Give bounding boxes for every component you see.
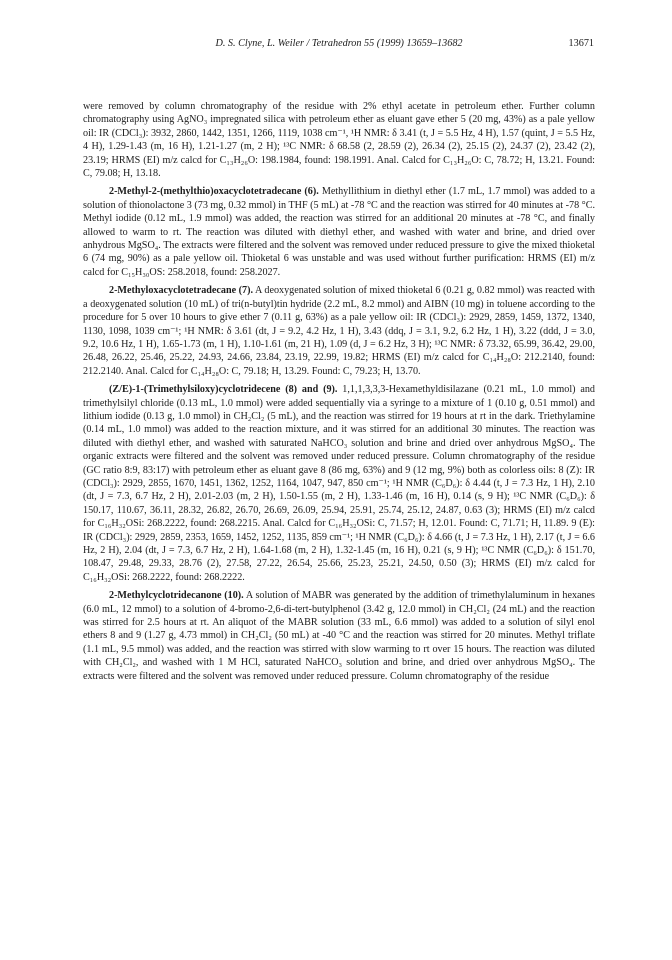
compound-title: 2-Methyl-2-(methylthio)oxacyclotetradecane (6). — [109, 186, 319, 198]
compound-title: 2-Methylcyclotridecanone (10). — [109, 590, 244, 602]
compound-title: 2-Methyloxacyclotetradecane (7). — [109, 285, 254, 297]
paragraph-compound-7 — [83, 284, 595, 378]
paragraph-continuation — [83, 100, 595, 180]
paragraph-compound-6 — [83, 185, 595, 279]
paragraph-text: Methyllithium in diethyl ether (1.7 mL, 1.7 mmol) was added to a solution of thionolactone 3 (73 mg, 0.32 mmol) in THF (5 mL) at -78 °C and the reaction was stirred for 40 minutes at -78 °C. Methyl iodide (0.12 mL, 1.9 mmol) was added, the reaction was stirred for an additional 20 minutes at -78 °C, and finally allowed to warm to rt. The reaction was diluted with diethyl ether, and washed with water and brine, and dried over anhydrous MgSO₄. The extracts were filtered and the solvent was removed under reduced pressure to give the mixed thioketal 6 (74 mg, 90%) as a pale yellow oil. Thioketal 6 was unstable and was used without further purification: HRMS (EI) m/z calcd for C₁₅H₃₀OS: 258.2018, found: 258.2027. — [83, 186, 595, 278]
running-header — [84, 37, 594, 51]
paragraph-compound-10 — [83, 589, 595, 683]
body-text — [83, 100, 595, 683]
compound-title: (Z/E)-1-(Trimethylsiloxy)cyclotridecene (8) and (9). — [109, 384, 338, 396]
running-title: D. S. Clyne, L. Weiler / Tetrahedron 55 (1999) 13659–13682 — [215, 38, 463, 49]
paragraph-text: 1,1,1,3,3,3-Hexamethyldisilazane (0.21 mL, 1.0 mmol) and trimethylsilyl chloride (0.13 mL, 1.0 mmol) were added sequentially via a syringe to a mixture of 1 (0.10 g, 0.51 mmol) and lithium iodide (0.13 g, 1.0 mmol) in CH₂Cl₂ (5 mL), and the reaction was stirred for 19 hours at rt in the dark. Triethylamine (0.14 mL, 1.0 mmol) was added to the reaction mixture, and it was stirred for an additional 30 minutes. The reaction was diluted with diethyl ether, and washed with saturated NaHCO₃ solution and brine and dried over anhydrous MgSO₄. The organic extracts were filtered and the solvent was removed under reduced pressure. Column chromatography of the residue (GC ratio 8:9, 83:17) with petroleum ether as eluant gave 8 (86 mg, 63%) and 9 (12 mg, 9%) both as colorless oils: 8 (Z): IR (CDCl₃): 2929, 2855, 1670, 1451, 1362, 1252, 1164, 1047, 947, 850 cm⁻¹; ¹H NMR (C₆D₆): δ 4.44 (t, J = 7.3 Hz, 1 H), 2.10 (dt, J = 7.3, 6.7 Hz, 2 H), 2.01-2.03 (m, 2 H), 1.50-1.55 (m, 2 H), 1.33-1.46 (m, 16 H), 0.14 (s, 9 H); ¹³C NMR (C₆D₆): δ 150.17, 110.67, 36.11, 28.32, 26.82, 26.70, 26.69, 26.09, 25.94, 25.91, 25.74, 25.12, 24.87, 0.63 (3); HRMS (EI) m/z calcd for C₁₆H₃₂OSi: 268.2222, found: 268.2215. Anal. Calcd for C₁₆H₃₂OSi: C, 71.57; H, 12.01. Found: C, 71.71; H, 11.89. 9 (E): IR (CDCl₃): 2929, 2859, 2353, 1659, 1452, 1252, 1135, 859 cm⁻¹; ¹H NMR (C₆D₆): δ 4.66 (t, J = 7.3 Hz, 1 H), 2.17 (t, J = 6.6 Hz, 2 H), 2.04 (dt, J = 7.3, 6.7 Hz, 2 H), 1.64-1.68 (m, 2 H), 1.32-1.45 (m, 16 H), 0.21 (s, 9 H); ¹³C NMR (C₆D₆): δ 151.70, 108.47, 29.48, 29.33, 28.76 (2), 27.58, 27.22, 26.54, 25.66, 25.23, 25.21, 24.50, 0.50 (3); HRMS (EI) m/z calcd for C₁₆H₃₂OSi: 268.2222, found: 268.2222. — [83, 384, 595, 583]
paragraph-text: were removed by column chromatography of the residue with 2% ethyl acetate in petroleum ether. Further column chromatography using AgNO₃ impregnated silica with petroleum ether as eluant gave ether 5 (20 mg, 43%) as a pale yellow oil: IR (CDCl₃): 3932, 2860, 1442, 1351, 1266, 1119, 1038 cm⁻¹, ¹H NMR: δ 3.41 (t, J = 5.5 Hz, 4 H), 1.57 (quint, J = 5.5 Hz, 4 H), 1.29-1.43 (m, 16 H), 1.21-1.27 (m, 2 H); ¹³C NMR: δ 68.58 (2, 28.59 (2), 26.34 (2), 25.15 (2), 24.37 (2), 23.42 (2), 23.19; HRMS (EI) m/z calcd for C₁₃H₂₆O: 198.1984, found: 198.1991. Anal. Calcd for C₁₃H₂₆O: C, 78.72; H, 13.21. Found: C, 79.08; H, 13.18. — [83, 101, 595, 180]
paragraph-text: A solution of MABR was generated by the addition of trimethylaluminum in hexanes (6.0 mL, 12 mmol) to a solution of 4-bromo-2,6-di-tert-butylphenol (3.42 g, 12.0 mmol) in CH₂Cl₂ (24 mL) and the reaction was stirred for 2.5 hours at rt. An aliquot of the MABR solution (33 mL, 6.6 mmol) was added to a solution of silyl enol ethers 8 and 9 (1.27 g, 4.73 mmol) in CH₂Cl₂ (50 mL) at -40 °C and the reaction was stirred for 20 minutes. Methyl triflate (1.1 mL, 9.5 mmol) was added, and the reaction was stirred with slow warming to rt over 15 hours. The reaction was diluted with CH₂Cl₂, and washed with 1 M HCl, saturated NaHCO₃ solution and brine, and dried over anhydrous MgSO₄. The extracts were filtered and the solvent was removed under reduced pressure. Column chromatography of the residue — [83, 590, 595, 682]
paragraph-compound-8-9 — [83, 383, 595, 584]
page-number: 13671 — [568, 38, 594, 49]
paragraph-text: A deoxygenated solution of mixed thioketal 6 (0.21 g, 0.82 mmol) was reacted with a deoxygenated solution (10 mL) of tri(n-butyl)tin hydride (2.2 mL, 8.2 mmol) and AIBN (10 mg) in toluene according to the procedure for 5 over 10 hours to give ether 7 (0.11 g, 63%) as a pale yellow oil: IR (CDCl₃): 2929, 2859, 1459, 1372, 1340, 1130, 1098, 1039 cm⁻¹; ¹H NMR: δ 3.61 (dt, J = 9.2, 4.2 Hz, 1 H), 3.43 (ddq, J = 3.1, 9.2, 6.2 Hz, 1 H), 3.22 (ddd, J = 3.0, 9.2, 10.6 Hz, 1 H), 1.65-1.73 (m, 1 H), 1.10-1.61 (m, 21 H), 1.09 (d, J = 6.2 Hz, 3 H); ¹³C NMR: δ 73.32, 65.99, 36.42, 29.00, 26.48, 26.22, 25.46, 25.22, 24.93, 24.66, 23.84, 23.19, 22.99, 19.82; HRMS (EI) m/z calcd for C₁₄H₂₈O: 212.2140, found: 212.2140. Anal. Calcd for C₁₄H₂₈O: C, 79.18; H, 13.29. Found: C, 79.23; H, 13.70. — [83, 285, 595, 377]
